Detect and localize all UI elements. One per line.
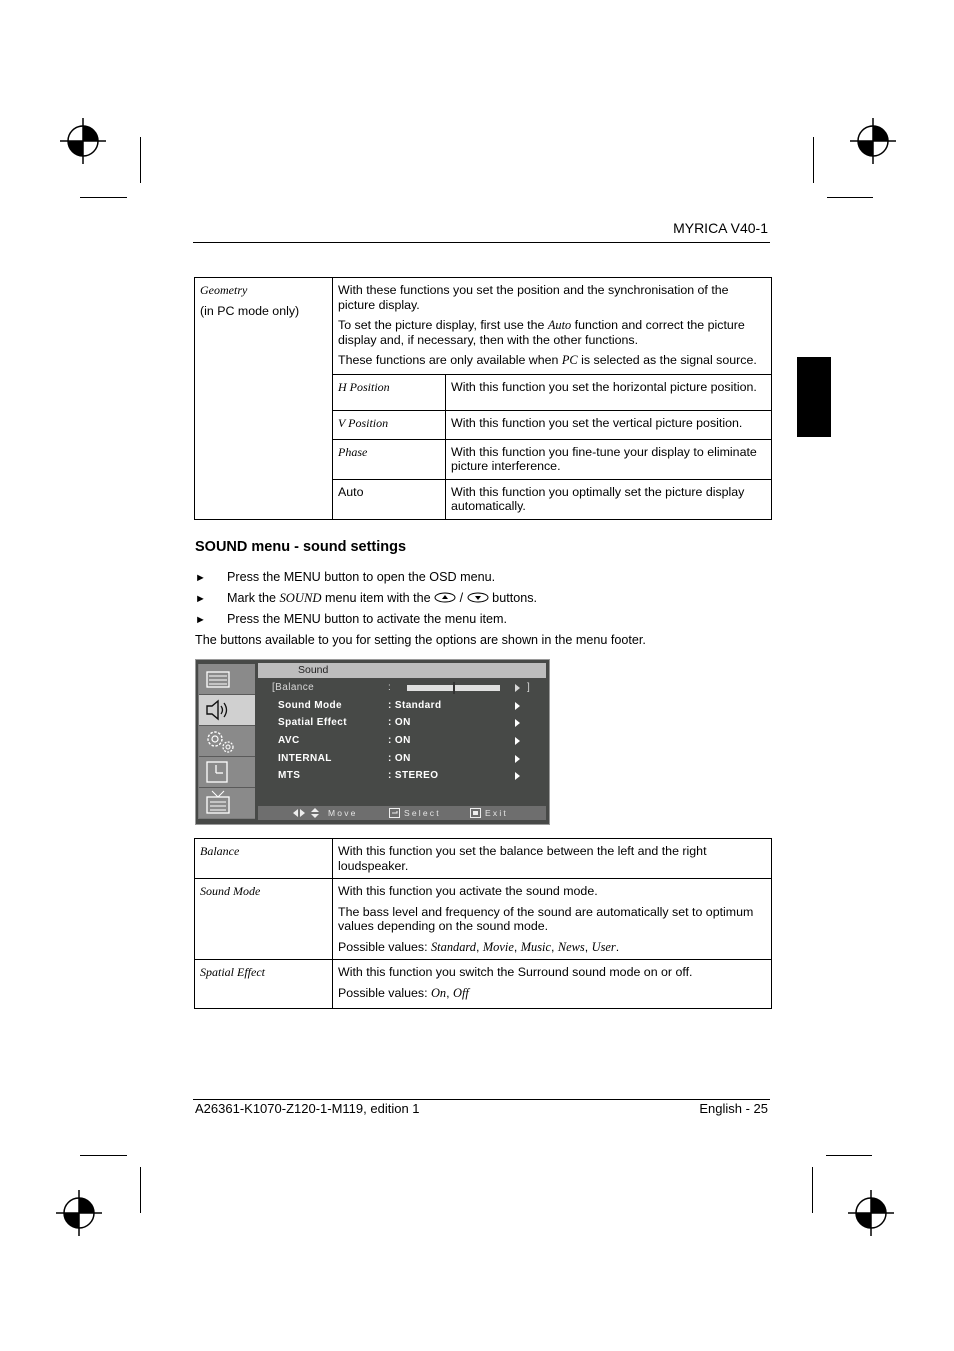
table-row: H Position With this function you set the horizontal picture position. — [333, 374, 772, 410]
section-title: SOUND menu - sound settings — [195, 539, 407, 555]
intro-paragraph: The buttons available to you for setting the options are shown in the menu footer. — [195, 633, 646, 647]
crop-line — [827, 197, 873, 198]
osd-tab-tv — [199, 788, 255, 818]
registration-mark-icon — [848, 1190, 894, 1236]
footer-rule — [193, 1099, 770, 1100]
footer-page-number: English - 25 — [699, 1101, 768, 1116]
sound-mode-values: Possible values: Standard, Movie, Music, News, User. — [338, 939, 620, 954]
step-2: ► Mark the SOUND menu item with the / buttons. — [195, 591, 537, 605]
down-button-icon — [467, 592, 489, 603]
table-row: Sound Mode With this function you activate the sound mode. The bass level and frequency of the sound are automatically set to optimum values depending on the sound mode. Possible values: Standard, Movie, Music, News, User. — [195, 879, 772, 960]
crop-line — [140, 137, 141, 183]
registration-mark-icon — [850, 118, 896, 164]
table-row: Auto With this function you optimally set the picture display automatically. — [333, 479, 772, 519]
spatial-effect-values: Possible values: On, Off — [338, 985, 469, 1000]
balance-slider — [407, 685, 500, 691]
osd-row: Spatial Effect : ON — [278, 716, 540, 732]
gears-icon — [199, 726, 255, 756]
osd-tab-timer — [199, 757, 255, 788]
header-title: MYRICA V40-1 — [673, 220, 768, 236]
table-row: Phase With this function you fine-tune your display to eliminate picture interference. — [333, 439, 772, 479]
osd-tab-picture — [199, 664, 255, 695]
step-marker: ► — [195, 614, 206, 626]
step-marker: ► — [195, 572, 206, 584]
osd-tab-sound — [199, 695, 255, 726]
crop-line — [813, 137, 814, 183]
geometry-table — [194, 277, 772, 520]
table-row: Spatial Effect With this function you switch the Surround sound mode on or off. Possible values: On, Off — [195, 960, 772, 1009]
table-row: Balance With this function you set the balance between the left and the right loudspeaker. — [195, 839, 772, 879]
step-1: ► Press the MENU button to open the OSD menu. — [195, 570, 496, 584]
chapter-tab — [797, 357, 831, 437]
geometry-desc-2: To set the picture display, first use the Auto function and correct the picture display and, if necessary, then with the other functions. — [338, 318, 745, 347]
osd-row-balance: [Balance : ] — [272, 682, 531, 693]
crop-line — [812, 1167, 813, 1213]
osd-menu-screenshot — [195, 659, 550, 825]
geometry-desc-3: These functions are only available when PC is selected as the signal source. — [338, 353, 757, 367]
speaker-icon — [199, 695, 255, 725]
registration-mark-icon — [60, 118, 106, 164]
step-3: ► Press the MENU button to activate the menu item. — [195, 612, 507, 626]
balance-slider-marker — [453, 682, 455, 694]
geometry-note: (in PC mode only) — [200, 303, 300, 318]
geometry-subtable — [332, 374, 772, 520]
select-icon — [389, 808, 400, 818]
osd-sidebar — [198, 664, 255, 819]
clock-icon — [199, 757, 255, 787]
crop-line — [80, 197, 127, 198]
footer-doc-id: A26361-K1070-Z120-1-M119, edition 1 — [195, 1101, 420, 1116]
step-marker: ► — [195, 593, 206, 605]
move-arrows-icon — [293, 808, 321, 818]
header-rule — [193, 242, 770, 243]
registration-mark-icon — [56, 1190, 102, 1236]
osd-footer: Move Select Exit — [258, 806, 546, 820]
up-button-icon — [434, 592, 456, 603]
osd-row: MTS : STEREO — [278, 769, 540, 785]
geometry-name: Geometry — [200, 283, 248, 297]
crop-line — [80, 1155, 127, 1156]
osd-row: Sound Mode : Standard — [278, 699, 540, 715]
osd-header: Sound — [258, 663, 546, 678]
osd-tab-settings — [199, 726, 255, 757]
sound-table — [194, 838, 772, 1009]
tv-icon — [199, 788, 255, 818]
osd-row: INTERNAL : ON — [278, 752, 540, 768]
exit-icon — [470, 808, 481, 818]
geometry-desc-1: With these functions you set the position and the synchronisation of the picture display. — [338, 283, 729, 312]
crop-line — [140, 1167, 141, 1213]
crop-line — [826, 1155, 872, 1156]
osd-row: AVC : ON — [278, 734, 540, 750]
table-row: V Position With this function you set the vertical picture position. — [333, 410, 772, 439]
picture-icon — [199, 664, 255, 694]
